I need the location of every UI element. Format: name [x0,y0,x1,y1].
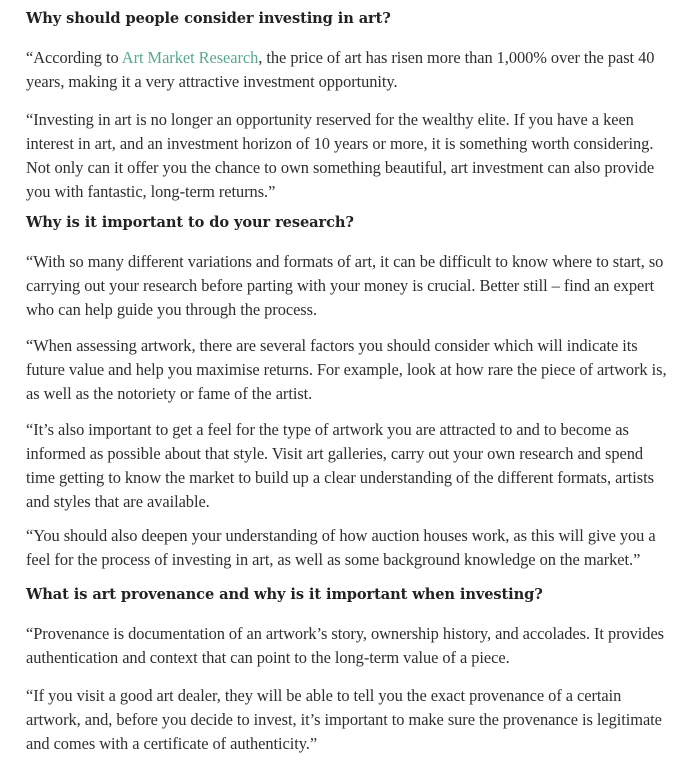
heading-art-provenance: What is art provenance and why is it important when investing? [26,586,543,603]
paragraph-investing-no-longer-reserved: “Investing in art is no longer an opportunity reserved for the wealthy elite. If you have a keen interest in art, and an investment horizon of 10 years or more, it is something worth considering. Not only can it offer you the chance to own something beautiful, art investment can also provide you with fantastic, long-term returns.” [26,110,655,201]
art-market-research-link[interactable]: Art Market Research [121,48,259,67]
paragraph-auction-houses: “You should also deepen your understanding of how auction houses work, as this will give you a feel for the process of investing in art, as well as some background knowledge on the market.” [26,526,656,569]
paragraph-text-before-link: “According to [26,48,122,67]
paragraph-assessing-artwork: “When assessing artwork, there are several factors you should consider which will indicate its future value and help you maximise returns. For example, look at how rare the piece of artwork is, as well as the notoriety or fame of the artist. [26,336,667,403]
paragraph-art-market-research [26,46,674,94]
paragraph-good-art-dealer: “If you visit a good art dealer, they will be able to tell you the exact provenance of a certain artwork, and, before you decide to invest, it’s important to make sure the provenance is legitimate and comes with a certificate of authenticity.” [26,686,662,753]
heading-why-research: Why is it important to do your research? [26,214,354,231]
paragraph-provenance-definition: “Provenance is documentation of an artwork’s story, ownership history, and accolades. It provides authentication and context that can point to the long-term value of a piece. [26,624,665,667]
paragraph-text-after-link: , the price of art has risen more than 1,000% over the past 40 years, making it a very attractive investment opportunity. [26,48,655,91]
paragraph-feel-for-artwork: “It’s also important to get a feel for the type of artwork you are attracted to and to become as informed as possible about that style. Visit art galleries, carry out your own research and spend time getting to know the market to build up a clear understanding of the different formats, artists and styles that are available. [26,420,654,511]
paragraph-variations-formats: “With so many different variations and formats of art, it can be difficult to know where to start, so carrying out your research before parting with your money is crucial. Better still – find an expert who can help guide you through the process. [26,252,664,319]
heading-why-invest: Why should people consider investing in art? [26,10,391,27]
